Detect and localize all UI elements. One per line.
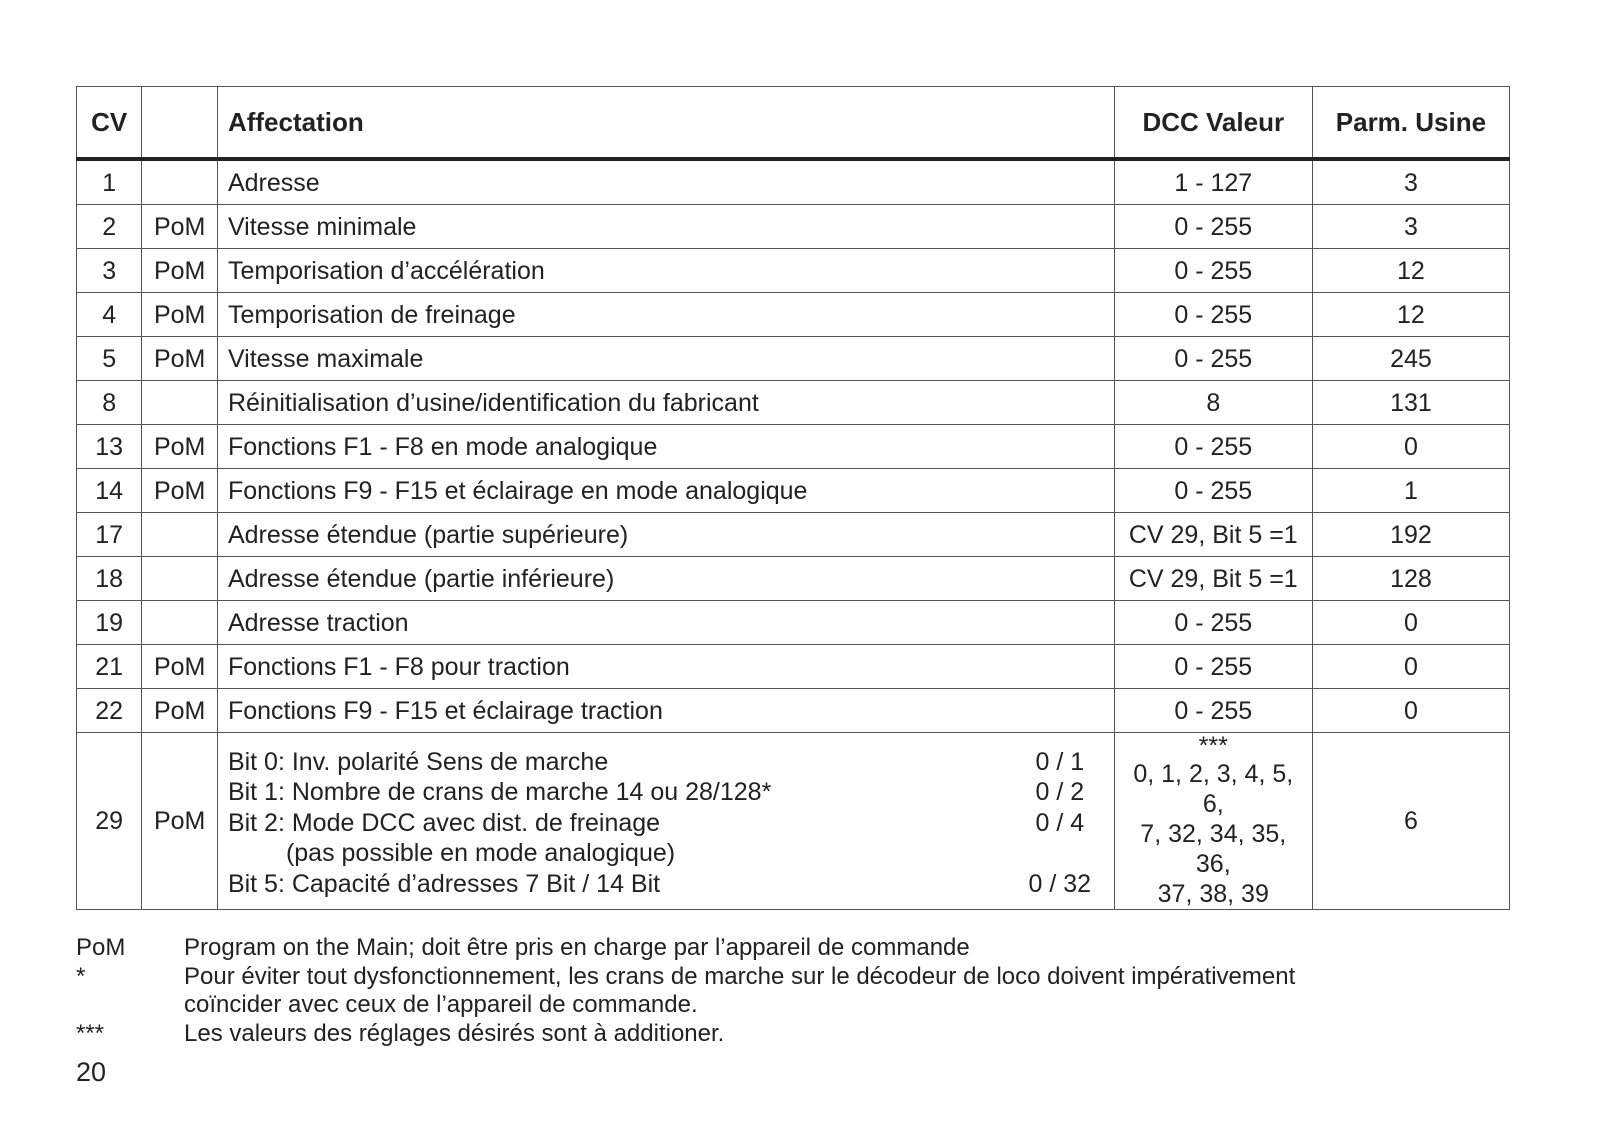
cell-pom: PoM bbox=[142, 293, 218, 337]
cell-parm-usine: 1 bbox=[1312, 469, 1509, 513]
cell-cv: 22 bbox=[77, 689, 142, 733]
cell-dcc-valeur: 0 - 255 bbox=[1114, 469, 1312, 513]
cell-affectation: Temporisation de freinage bbox=[217, 293, 1114, 337]
table-row bbox=[77, 249, 1510, 293]
note-line: coïncider avec ceux de l’appareil de commande. bbox=[184, 991, 698, 1018]
cell-affectation: Adresse bbox=[217, 159, 1114, 205]
cell-cv: 1 bbox=[77, 159, 142, 205]
table-body bbox=[77, 159, 1510, 910]
cell-dcc-valeur: 0 - 255 bbox=[1114, 601, 1312, 645]
cell-bit-values bbox=[1006, 733, 1114, 910]
cell-bit-descriptions bbox=[217, 733, 1006, 910]
cell-parm-usine-cv29: 6 bbox=[1312, 733, 1509, 910]
cell-cv: 5 bbox=[77, 337, 142, 381]
header-affectation: Affectation bbox=[217, 87, 1114, 160]
cell-affectation: Réinitialisation d’usine/identification du fabricant bbox=[217, 381, 1114, 425]
cell-pom: PoM bbox=[142, 337, 218, 381]
cell-pom: PoM bbox=[142, 733, 218, 910]
note-key: *** bbox=[76, 1019, 105, 1047]
header-dcc-valeur: DCC Valeur bbox=[1114, 87, 1312, 160]
cell-parm-usine: 3 bbox=[1312, 205, 1509, 249]
page-number: 20 bbox=[76, 1057, 107, 1087]
cell-affectation: Fonctions F1 - F8 pour traction bbox=[217, 645, 1114, 689]
note-line: Les valeurs des réglages désirés sont à additioner. bbox=[184, 1019, 725, 1047]
cell-cv: 19 bbox=[77, 601, 142, 645]
cell-affectation: Adresse étendue (partie inférieure) bbox=[217, 557, 1114, 601]
cell-pom: PoM bbox=[142, 689, 218, 733]
note-text bbox=[184, 1020, 1476, 1049]
cell-parm-usine: 245 bbox=[1312, 337, 1509, 381]
header-cv: CV bbox=[77, 87, 142, 160]
footnotes bbox=[76, 934, 1476, 1048]
bit-0-value: 0 / 1 bbox=[1035, 747, 1085, 776]
cell-parm-usine: 0 bbox=[1312, 689, 1509, 733]
cell-affectation: Fonctions F9 - F15 et éclairage traction bbox=[217, 689, 1114, 733]
note-asterisk bbox=[76, 963, 1476, 1020]
table-header-row bbox=[77, 87, 1510, 160]
cell-parm-usine: 0 bbox=[1312, 425, 1509, 469]
cell-cv: 8 bbox=[77, 381, 142, 425]
bit-1-value: 0 / 2 bbox=[1035, 778, 1085, 807]
cell-affectation: Temporisation d’accélération bbox=[217, 249, 1114, 293]
table-row bbox=[77, 557, 1510, 601]
cell-cv: 14 bbox=[77, 469, 142, 513]
dcc-line-1: 0, 1, 2, 3, 4, 5, 6, bbox=[1133, 760, 1294, 818]
table-row bbox=[77, 381, 1510, 425]
cell-parm-usine: 192 bbox=[1312, 513, 1509, 557]
cell-pom bbox=[142, 381, 218, 425]
table-row bbox=[77, 689, 1510, 733]
cell-affectation: Fonctions F9 - F15 et éclairage en mode analogique bbox=[217, 469, 1114, 513]
cell-dcc-valeur: 0 - 255 bbox=[1114, 337, 1312, 381]
note-key: * bbox=[76, 962, 86, 990]
table-row-cv29 bbox=[77, 733, 1510, 910]
dcc-line-2: 7, 32, 34, 35, 36, bbox=[1140, 820, 1287, 878]
cell-parm-usine: 131 bbox=[1312, 381, 1509, 425]
note-text bbox=[184, 934, 1476, 963]
cell-parm-usine: 12 bbox=[1312, 293, 1509, 337]
cell-parm-usine: 3 bbox=[1312, 159, 1509, 205]
table-row bbox=[77, 159, 1510, 205]
bit-1-text: Bit 1: Nombre de crans de marche 14 ou 28/128* bbox=[227, 778, 772, 807]
cell-cv: 3 bbox=[77, 249, 142, 293]
header-parm-usine: Parm. Usine bbox=[1312, 87, 1509, 160]
cell-pom: PoM bbox=[142, 249, 218, 293]
note-line: Program on the Main; doit être pris en charge par l’appareil de commande bbox=[184, 934, 970, 961]
cell-pom bbox=[142, 557, 218, 601]
note-text bbox=[184, 963, 1476, 1020]
cell-cv: 18 bbox=[77, 557, 142, 601]
cell-affectation: Vitesse maximale bbox=[217, 337, 1114, 381]
note-pom bbox=[76, 934, 1476, 963]
cell-affectation: Adresse traction bbox=[217, 601, 1114, 645]
header-pom bbox=[142, 87, 218, 160]
cell-cv: 13 bbox=[77, 425, 142, 469]
cell-affectation: Vitesse minimale bbox=[217, 205, 1114, 249]
cell-pom: PoM bbox=[142, 205, 218, 249]
cell-affectation: Fonctions F1 - F8 en mode analogique bbox=[217, 425, 1114, 469]
table-row bbox=[77, 645, 1510, 689]
cell-dcc-valeur: 0 - 255 bbox=[1114, 689, 1312, 733]
cell-pom bbox=[142, 159, 218, 205]
note-line: Pour éviter tout dysfonctionnement, les crans de marche sur le décodeur de loco doivent impérativement bbox=[184, 962, 1296, 990]
table-row bbox=[77, 601, 1510, 645]
bit-2-text: Bit 2: Mode DCC avec dist. de freinage bbox=[227, 808, 661, 837]
cell-cv: 4 bbox=[77, 293, 142, 337]
cell-dcc-valeur: 0 - 255 bbox=[1114, 249, 1312, 293]
dcc-stars: *** bbox=[1198, 732, 1228, 760]
cell-pom: PoM bbox=[142, 469, 218, 513]
note-key: PoM bbox=[76, 934, 126, 961]
cell-parm-usine: 0 bbox=[1312, 645, 1509, 689]
cell-affectation: Adresse étendue (partie supérieure) bbox=[217, 513, 1114, 557]
table-row bbox=[77, 337, 1510, 381]
cell-cv: 29 bbox=[77, 733, 142, 910]
bit-2-note-value bbox=[1016, 838, 1104, 869]
cell-dcc-valeur: 0 - 255 bbox=[1114, 205, 1312, 249]
cell-pom bbox=[142, 513, 218, 557]
cell-cv: 17 bbox=[77, 513, 142, 557]
table-row bbox=[77, 205, 1510, 249]
cell-pom: PoM bbox=[142, 425, 218, 469]
note-triple-asterisk bbox=[76, 1020, 1476, 1049]
cell-parm-usine: 128 bbox=[1312, 557, 1509, 601]
dcc-line-3: 37, 38, 39 bbox=[1157, 880, 1269, 908]
bit-0-text: Bit 0: Inv. polarité Sens de marche bbox=[227, 747, 609, 776]
cell-dcc-valeur: 0 - 255 bbox=[1114, 645, 1312, 689]
bit-2-note: (pas possible en mode analogique) bbox=[285, 839, 676, 868]
cell-dcc-valeur: CV 29, Bit 5 =1 bbox=[1114, 513, 1312, 557]
cell-parm-usine: 0 bbox=[1312, 601, 1509, 645]
cell-dcc-valeur-cv29 bbox=[1114, 733, 1312, 910]
cell-cv: 2 bbox=[77, 205, 142, 249]
cv-table bbox=[76, 86, 1510, 910]
bit-5-value: 0 / 32 bbox=[1028, 869, 1092, 898]
cell-pom: PoM bbox=[142, 645, 218, 689]
cell-dcc-valeur: 1 - 127 bbox=[1114, 159, 1312, 205]
table-row bbox=[77, 513, 1510, 557]
cell-pom bbox=[142, 601, 218, 645]
cell-dcc-valeur: 0 - 255 bbox=[1114, 293, 1312, 337]
table-row bbox=[77, 469, 1510, 513]
cell-dcc-valeur: 0 - 255 bbox=[1114, 425, 1312, 469]
table-row bbox=[77, 425, 1510, 469]
cell-parm-usine: 12 bbox=[1312, 249, 1509, 293]
cell-cv: 21 bbox=[77, 645, 142, 689]
bit-5-text: Bit 5: Capacité d’adresses 7 Bit / 14 Bit bbox=[227, 869, 661, 898]
cell-dcc-valeur: CV 29, Bit 5 =1 bbox=[1114, 557, 1312, 601]
bit-2-value: 0 / 4 bbox=[1035, 808, 1085, 837]
cell-dcc-valeur: 8 bbox=[1114, 381, 1312, 425]
table-row bbox=[77, 293, 1510, 337]
